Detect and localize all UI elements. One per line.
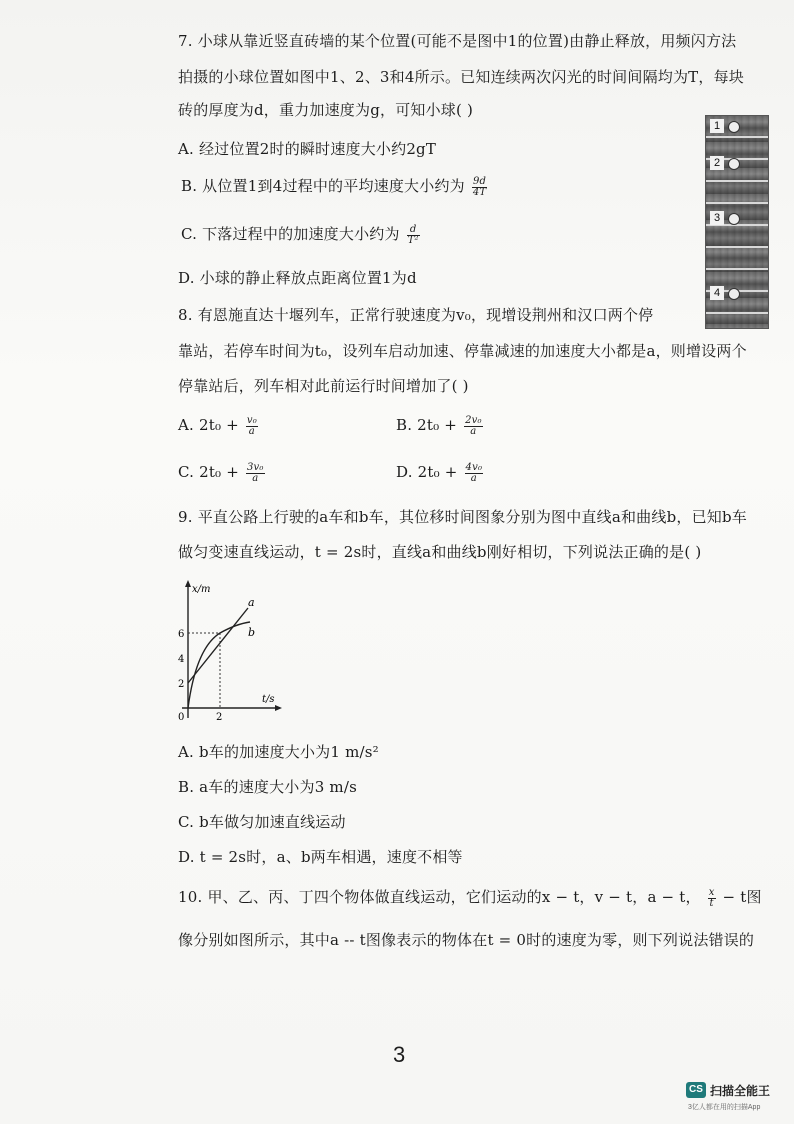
line-a — [188, 608, 248, 683]
brick-joint — [706, 268, 768, 270]
bleed-through — [520, 8, 533, 27]
q7-b-numerator: 9d — [472, 175, 487, 187]
q7-number: 7. — [178, 32, 193, 50]
q8-b-numerator: 2v₀ — [465, 414, 482, 426]
q8-c-denominator: a — [252, 472, 259, 484]
q9-number: 9. — [178, 508, 193, 526]
q10-stem-1b: − t图 — [722, 888, 762, 906]
scanner-logo-icon: CS — [686, 1082, 706, 1098]
curve-b — [188, 622, 250, 708]
q7-stem-3: 砖的厚度为d，重力加速度为g，可知小球( ) — [178, 101, 474, 119]
q8-line-1 — [178, 305, 653, 325]
q9-stem-1: 平直公路上行驶的a车和b车，其位移时间图象分别为图中直线a和曲线b，已知b车 — [197, 508, 747, 526]
q10-fraction — [708, 888, 716, 909]
ball-position-1 — [728, 121, 740, 133]
y-axis-label: x/m — [192, 584, 211, 595]
scanner-app-name: 扫描全能王 — [710, 1084, 771, 1098]
q10-stem-2: 像分别如图所示，其中a -- t图像表示的物体在t = 0时的速度为零，则下列说法错误的 — [178, 931, 755, 949]
q10-stem-1a: 甲、乙、丙、丁四个物体做直线运动，它们运动的x − t，v − t，a − t， — [207, 888, 701, 906]
q10-line-1 — [178, 887, 762, 909]
photo-label-4: 4 — [710, 286, 724, 300]
curve-a-label: a — [248, 596, 255, 609]
q8-option-b — [396, 415, 485, 437]
ball-position-3 — [728, 213, 740, 225]
y-axis-arrow — [185, 580, 191, 587]
q9-line-1 — [178, 507, 747, 527]
q8-option-d-fraction — [465, 463, 484, 484]
photo-label-1: 1 — [710, 119, 724, 133]
q8-option-b-fraction — [464, 416, 483, 437]
q7-option-b — [181, 176, 489, 198]
y-tick-4: 4 — [178, 654, 185, 665]
q7-stem-1: 小球从靠近竖直砖墙的某个位置(可能不是图中1的位置)由静止释放，用频闪方法 — [197, 32, 737, 50]
q9-option-a: A. b车的加速度大小为1 m/s² — [178, 743, 379, 761]
q8-option-c — [178, 462, 267, 484]
q7-c-numerator: d — [407, 225, 420, 236]
q8-option-c-fraction — [246, 463, 265, 484]
q7-option-b-fraction — [472, 177, 487, 198]
q10-denominator: t — [709, 897, 714, 909]
q8-option-b-text: B. 2t₀ + — [396, 416, 458, 434]
photo-label-2: 2 — [710, 156, 724, 170]
q7-option-c-fraction — [407, 225, 420, 246]
brick-joint — [706, 180, 768, 182]
q7-option-c — [181, 224, 422, 246]
curve-b-label: b — [248, 626, 256, 639]
x-tick-2: 2 — [216, 712, 223, 723]
ball-position-4 — [728, 288, 740, 300]
q9-stem-2: 做匀变速直线运动，t = 2s时，直线a和曲线b刚好相切，下列说法正确的是( ) — [178, 543, 702, 561]
q7-option-c-text: C. 下落过程中的加速度大小约为 — [181, 225, 400, 243]
q9-option-c: C. b车做匀加速直线运动 — [178, 813, 346, 831]
q7-stem-2: 拍摄的小球位置如图中1、2、3和4所示。已知连续两次闪光的时间间隔均为T，每块 — [178, 68, 744, 86]
q7-b-denominator: 4T — [472, 186, 487, 198]
ball-position-2 — [728, 158, 740, 170]
brick-joint — [706, 246, 768, 248]
brick-joint — [706, 136, 768, 138]
q8-option-d-text: D. 2t₀ + — [396, 463, 458, 481]
q8-stem-2: 靠站，若停车时间为t₀，设列车启动加速、停靠减速的加速度大小都是a，则增设两个 — [178, 342, 747, 360]
x-axis-arrow — [275, 705, 282, 711]
q7-c-denominator: T² — [407, 234, 419, 246]
scanner-watermark — [686, 1082, 786, 1114]
q7-option-d: D. 小球的静止释放点距离位置1为d — [178, 269, 417, 287]
q8-option-d — [396, 462, 485, 484]
photo-label-3: 3 — [710, 211, 724, 225]
q10-number: 10. — [178, 888, 203, 906]
q8-option-c-text: C. 2t₀ + — [178, 463, 239, 481]
q8-a-numerator: v₀ — [246, 414, 257, 426]
origin-label: 0 — [178, 712, 185, 723]
q7-line-1 — [178, 31, 736, 51]
q8-stem-1: 有恩施直达十堰列车，正常行驶速度为v₀，现增设荆州和汉口两个停 — [197, 306, 654, 324]
q9-xt-graph — [170, 578, 285, 730]
scanner-tagline: 3亿人都在用的扫描App — [688, 1104, 761, 1111]
q9-option-b: B. a车的速度大小为3 m/s — [178, 778, 357, 796]
q8-d-numerator: 4v₀ — [465, 461, 483, 473]
page-number: 3 — [393, 1042, 406, 1067]
q8-option-a-text: A. 2t₀ + — [178, 416, 239, 434]
q9-option-d: D. t = 2s时，a、b两车相遇，速度不相等 — [178, 848, 463, 866]
q8-b-denominator: a — [470, 425, 477, 437]
q7-option-a: A. 经过位置2时的瞬时速度大小约2gT — [178, 140, 437, 158]
q8-stem-3: 停靠站后，列车相对此前运行时间增加了( ) — [178, 377, 469, 395]
brick-wall-photo — [705, 115, 769, 329]
brick-joint — [706, 312, 768, 314]
brick-joint — [706, 202, 768, 204]
q8-a-denominator: a — [248, 425, 255, 437]
q8-number: 8. — [178, 306, 193, 324]
q8-option-a-fraction — [246, 416, 258, 437]
q8-d-denominator: a — [470, 472, 477, 484]
y-tick-2: 2 — [178, 679, 185, 690]
q8-option-a — [178, 415, 260, 437]
q7-option-b-text: B. 从位置1到4过程中的平均速度大小约为 — [181, 177, 465, 195]
q8-c-numerator: 3v₀ — [246, 461, 264, 473]
x-axis-label: t/s — [262, 694, 275, 705]
y-tick-6: 6 — [178, 629, 185, 640]
q10-numerator: x — [708, 886, 715, 898]
